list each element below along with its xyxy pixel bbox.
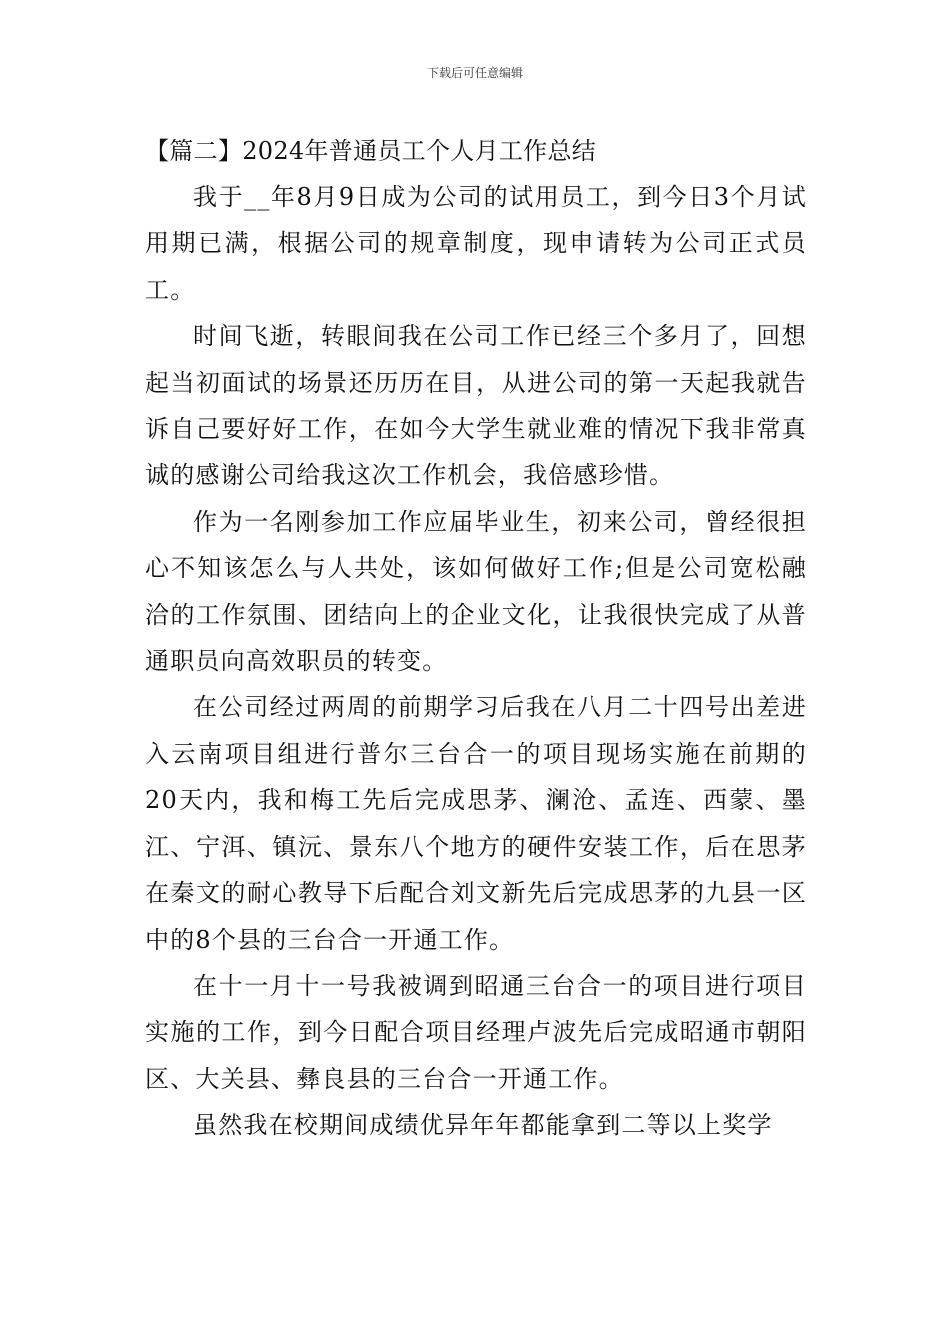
paragraph-3: 作为一名刚参加工作应届毕业生，初来公司，曾经很担心不知该怎么与人共处，该如何做好工作;但是公司宽松融洽的工作氛围、团结向上的企业文化，让我很快完成了从普通职员向高效职员的转变。 xyxy=(145,507,807,676)
paragraph-1: 我于__年8月9日成为公司的试用员工，到今日3个月试用期已满，根据公司的规章制度，现申请转为公司正式员工。 xyxy=(145,183,807,304)
paragraph-5: 在十一月十一号我被调到昭通三台合一的项目进行项目实施的工作，到今日配合项目经理卢波先后完成昭通市朝阳区、大关县、彝良县的三台合一开通工作。 xyxy=(145,971,807,1093)
document-title: 【篇二】2024年普通员工个人月工作总结 xyxy=(145,137,597,165)
paragraph-2: 时间飞逝，转眼间我在公司工作已经三个多月了，回想起当初面试的场景还历历在目，从进公司的第一天起我就告诉自己要好好工作，在如今大学生就业难的情况下我非常真诚的感谢公司给我这次工作机会，我倍感珍惜。 xyxy=(145,322,807,490)
paragraph-4: 在公司经过两周的前期学习后我在八月二十四号出差进入云南项目组进行普尔三台合一的项目现场实施在前期的20天内，我和梅工先后完成思茅、澜沧、孟连、西蒙、墨江、宁洱、镇沅、景东八个地方的硬件安装工作，后在思茅在秦文的耐心教导下后配合刘文新先后完成思茅的九县一区中的8个县的三台合一开通工作。 xyxy=(145,693,807,954)
paragraph-6: 虽然我在校期间成绩优异年年都能拿到二等以上奖学 xyxy=(193,1111,773,1140)
document-body xyxy=(145,128,807,1149)
page-header: 下载后可任意编辑 xyxy=(426,66,523,80)
